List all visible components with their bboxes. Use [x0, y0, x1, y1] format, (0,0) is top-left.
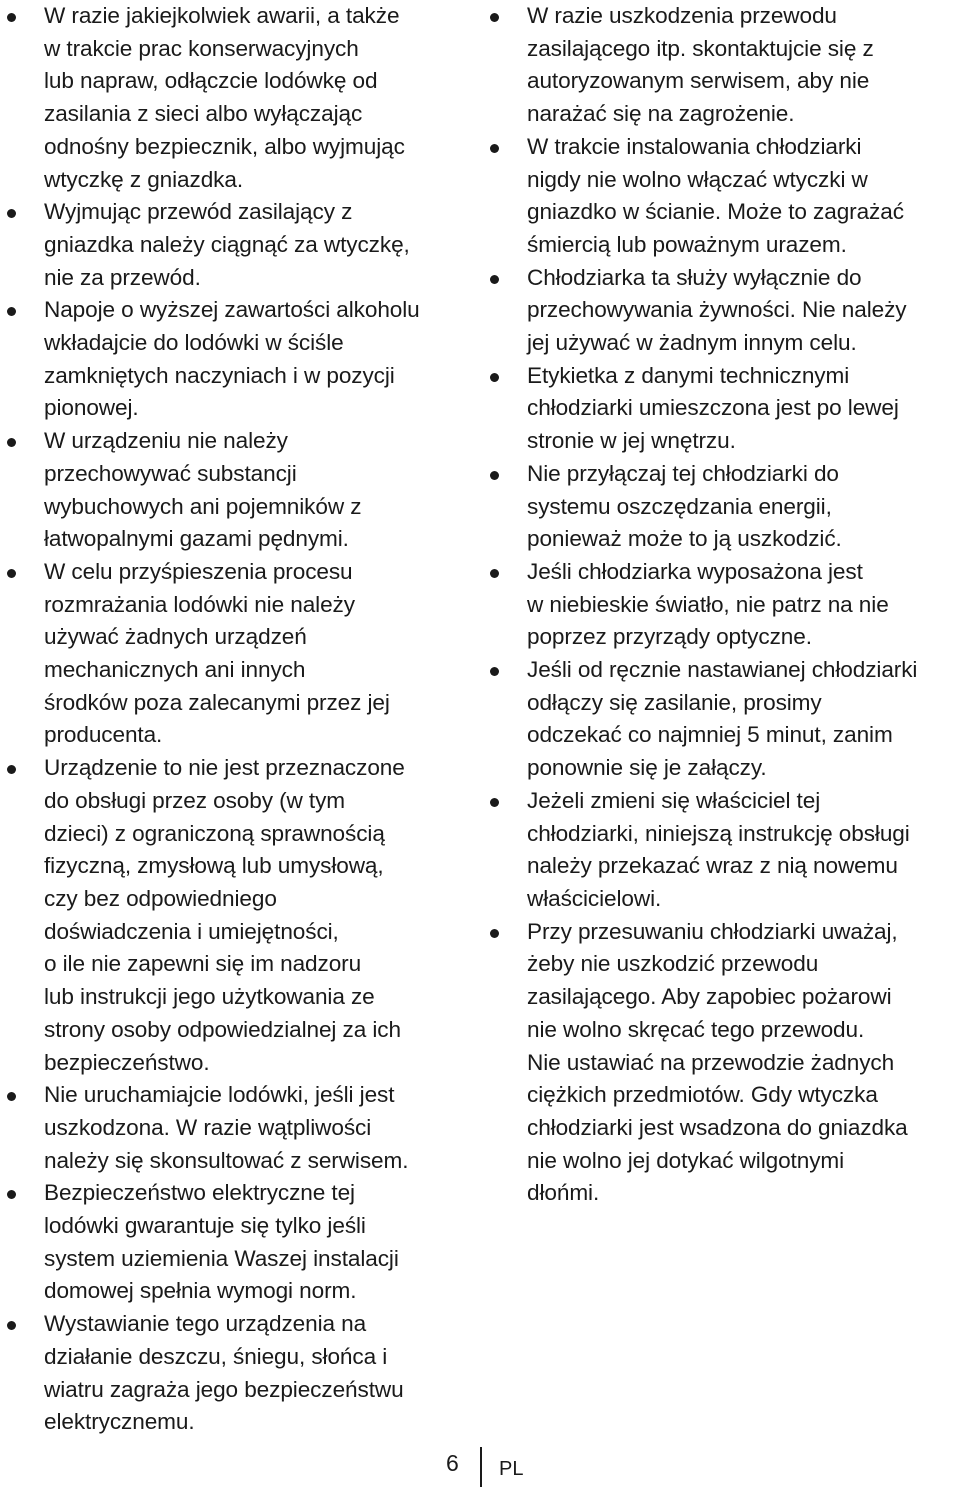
safety-item [527, 131, 957, 262]
text-line: lub napraw, odłączcie lodówkę od [44, 68, 378, 94]
text-line: lodówki gwarantuje się tylko jeśli [44, 1213, 366, 1239]
language-code: PL [499, 1458, 524, 1480]
text-line: Nie uruchamiajcie lodówki, jeśli jest [44, 1082, 395, 1108]
safety-item-text [44, 0, 474, 196]
text-line: W razie uszkodzenia przewodu [527, 3, 837, 28]
text-line: ponieważ może to ją uszkodzić. [527, 526, 842, 552]
text-line: elektrycznemu. [44, 1409, 195, 1435]
text-line: Nie ustawiać na przewodzie żadnych [527, 1049, 895, 1075]
text-line: gniazdka należy ciągnąć za wtyczkę, [44, 231, 410, 257]
text-line: Jeśli chłodziarka wyposażona jest [527, 558, 863, 584]
text-line: rozmrażania lodówki nie należy [44, 591, 355, 617]
text-line: pionowej. [44, 395, 139, 421]
text-line: Wyjmując przewód zasilający z [44, 199, 353, 225]
footer-divider [480, 1447, 482, 1487]
safety-item-text [527, 131, 957, 262]
text-line: dzieci) z ograniczoną sprawnością [44, 820, 385, 846]
bullet-point-icon [7, 209, 16, 218]
bullet-point-icon [7, 307, 16, 316]
text-line: Wystawianie tego urządzenia na [44, 1311, 367, 1337]
text-line: łatwopalnymi gazami pędnymi. [44, 526, 349, 552]
text-line: domowej spełnia wymogi norm. [44, 1278, 357, 1304]
text-line: działanie deszczu, śniegu, słońca i [44, 1343, 388, 1369]
text-line: W trakcie instalowania chłodziarki [527, 133, 862, 159]
bullet-point-icon [7, 13, 16, 22]
text-line: Urządzenie to nie jest przeznaczone [44, 755, 405, 781]
page-number: 6 [446, 1450, 459, 1476]
text-line: W celu przyśpieszenia procesu [44, 558, 353, 584]
safety-item-text [527, 556, 957, 654]
text-line: do obsługi przez osoby (w tym [44, 787, 345, 813]
text-line: odczekać co najmniej 5 minut, zanim [527, 722, 893, 748]
text-line: właścicielowi. [527, 885, 662, 911]
text-line: należy się skonsultować z serwisem. [44, 1147, 409, 1173]
bullet-point-icon [490, 569, 499, 578]
bullet-point-icon [7, 1190, 16, 1199]
page-footer [0, 1447, 960, 1487]
text-line: chłodziarki, niniejszą instrukcję obsługi [527, 820, 910, 846]
safety-item [527, 360, 957, 458]
bullet-point-icon [7, 569, 16, 578]
text-line: systemu oszczędzania energii, [527, 493, 832, 519]
text-line: wkładajcie do lodówki w ściśle [44, 330, 344, 356]
text-line: dłońmi. [527, 1180, 600, 1206]
safety-item-text [527, 262, 957, 360]
text-line: bezpieczeństwo. [44, 1049, 210, 1075]
text-line: zasilającego. Aby zapobiec pożarowi [527, 984, 892, 1010]
safety-item [44, 294, 474, 425]
text-line: w niebieskie światło, nie patrz na nie [527, 591, 889, 617]
bullet-point-icon [490, 144, 499, 153]
text-line: wiatru zagraża jego bezpieczeństwu [44, 1376, 404, 1402]
text-line: Bezpieczeństwo elektryczne tej [44, 1180, 355, 1206]
bullet-point-icon [490, 471, 499, 480]
safety-item-text [527, 916, 957, 1210]
bullet-point-icon [7, 438, 16, 447]
safety-item [44, 425, 474, 556]
text-line: autoryzowanym serwisem, aby nie [527, 68, 870, 94]
text-line: W razie jakiejkolwiek awarii, a także [44, 3, 400, 28]
text-line: Jeśli od ręcznie nastawianej chłodziarki [527, 657, 918, 683]
safety-item [44, 1308, 474, 1439]
safety-item-text [527, 458, 957, 556]
text-line: nie za przewód. [44, 264, 201, 290]
safety-item-text [44, 294, 474, 425]
bullet-point-icon [490, 667, 499, 676]
safety-item-text [44, 1177, 474, 1308]
text-line: odnośny bezpiecznik, albo wyjmując [44, 133, 405, 159]
text-line: ciężkich przedmiotów. Gdy wtyczka [527, 1082, 878, 1108]
safety-item [527, 556, 957, 654]
text-line: Etykietka z danymi technicznymi [527, 362, 850, 388]
text-line: lub instrukcji jego użytkowania ze [44, 984, 375, 1010]
safety-item-text [527, 360, 957, 458]
safety-item [527, 785, 957, 916]
text-line: jej używać w żadnym innym celu. [527, 330, 857, 356]
text-line: nigdy nie wolno włączać wtyczki w [527, 166, 868, 192]
text-line: czy bez odpowiedniego [44, 885, 277, 911]
bullet-point-icon [490, 798, 499, 807]
text-line: o ile nie zapewni się im nadzoru [44, 951, 362, 977]
safety-item-text [527, 785, 957, 916]
text-line: zamkniętych naczyniach i w pozycji [44, 362, 395, 388]
text-line: doświadczenia i umiejętności, [44, 918, 339, 944]
text-line: Nie przyłączaj tej chłodziarki do [527, 460, 839, 486]
text-line: W urządzeniu nie należy [44, 428, 288, 454]
text-line: Jeżeli zmieni się właściciel tej [527, 787, 821, 813]
text-line: w trakcie prac konserwacyjnych [44, 35, 359, 61]
safety-item [44, 556, 474, 752]
text-line: strony osoby odpowiedzialnej za ich [44, 1016, 401, 1042]
text-line: system uziemienia Waszej instalacji [44, 1245, 399, 1271]
text-line: stronie w jej wnętrzu. [527, 428, 736, 454]
text-line: zasilania z sieci albo wyłączając [44, 101, 363, 127]
text-line: Napoje o wyższej zawartości alkoholu [44, 297, 420, 323]
safety-item-text [527, 654, 957, 785]
text-line: nie wolno jej dotykać wilgotnymi [527, 1147, 845, 1173]
right-column-safety-list [527, 0, 957, 1210]
text-line: przechowywania żywności. Nie należy [527, 297, 907, 323]
safety-item-text [44, 752, 474, 1079]
safety-item-text [527, 0, 957, 131]
text-line: chłodziarki jest wsadzona do gniazdka [527, 1114, 908, 1140]
text-line: ponownie się je załączy. [527, 755, 767, 781]
text-line: śmiercią lub poważnym urazem. [527, 231, 847, 257]
text-line: producenta. [44, 722, 163, 748]
text-line: nie wolno skręcać tego przewodu. [527, 1016, 865, 1042]
safety-item [527, 916, 957, 1210]
safety-item [527, 458, 957, 556]
bullet-point-icon [7, 1092, 16, 1101]
text-line: wtyczkę z gniazdka. [44, 166, 244, 192]
text-line: zasilającego itp. skontaktujcie się z [527, 35, 874, 61]
text-line: poprzez przyrządy optyczne. [527, 624, 812, 650]
text-line: należy przekazać wraz z nią nowemu [527, 853, 898, 879]
text-line: przechowywać substancji [44, 460, 297, 486]
text-line: używać żadnych urządzeń [44, 624, 307, 650]
text-line: gniazdko w ścianie. Może to zagrażać [527, 199, 904, 225]
left-column-safety-list [44, 0, 474, 1439]
text-line: Przy przesuwaniu chłodziarki uważaj, [527, 918, 898, 944]
safety-item-text [44, 556, 474, 752]
text-line: Chłodziarka ta służy wyłącznie do [527, 264, 862, 290]
safety-item [527, 654, 957, 785]
safety-item [44, 752, 474, 1079]
text-line: wybuchowych ani pojemników z [44, 493, 362, 519]
text-line: środków poza zalecanymi przez jej [44, 689, 390, 715]
text-line: żeby nie uszkodzić przewodu [527, 951, 819, 977]
safety-item-text [44, 425, 474, 556]
bullet-point-icon [490, 373, 499, 382]
safety-item [44, 1079, 474, 1177]
text-line: fizyczną, zmysłową lub umysłową, [44, 853, 384, 879]
safety-item-text [44, 196, 474, 294]
text-line: uszkodzona. W razie wątpliwości [44, 1114, 372, 1140]
safety-item [527, 0, 957, 131]
text-line: odłączy się zasilanie, prosimy [527, 689, 822, 715]
bullet-point-icon [7, 765, 16, 774]
safety-item [44, 196, 474, 294]
bullet-point-icon [490, 929, 499, 938]
safety-item [44, 0, 474, 196]
text-line: chłodziarki umieszczona jest po lewej [527, 395, 899, 421]
safety-item [44, 1177, 474, 1308]
safety-item-text [44, 1308, 474, 1439]
bullet-point-icon [490, 275, 499, 284]
text-line: mechanicznych ani innych [44, 657, 306, 683]
text-line: narażać się na zagrożenie. [527, 101, 795, 127]
safety-item-text [44, 1079, 474, 1177]
bullet-point-icon [490, 13, 499, 22]
safety-item [527, 262, 957, 360]
bullet-point-icon [7, 1321, 16, 1330]
